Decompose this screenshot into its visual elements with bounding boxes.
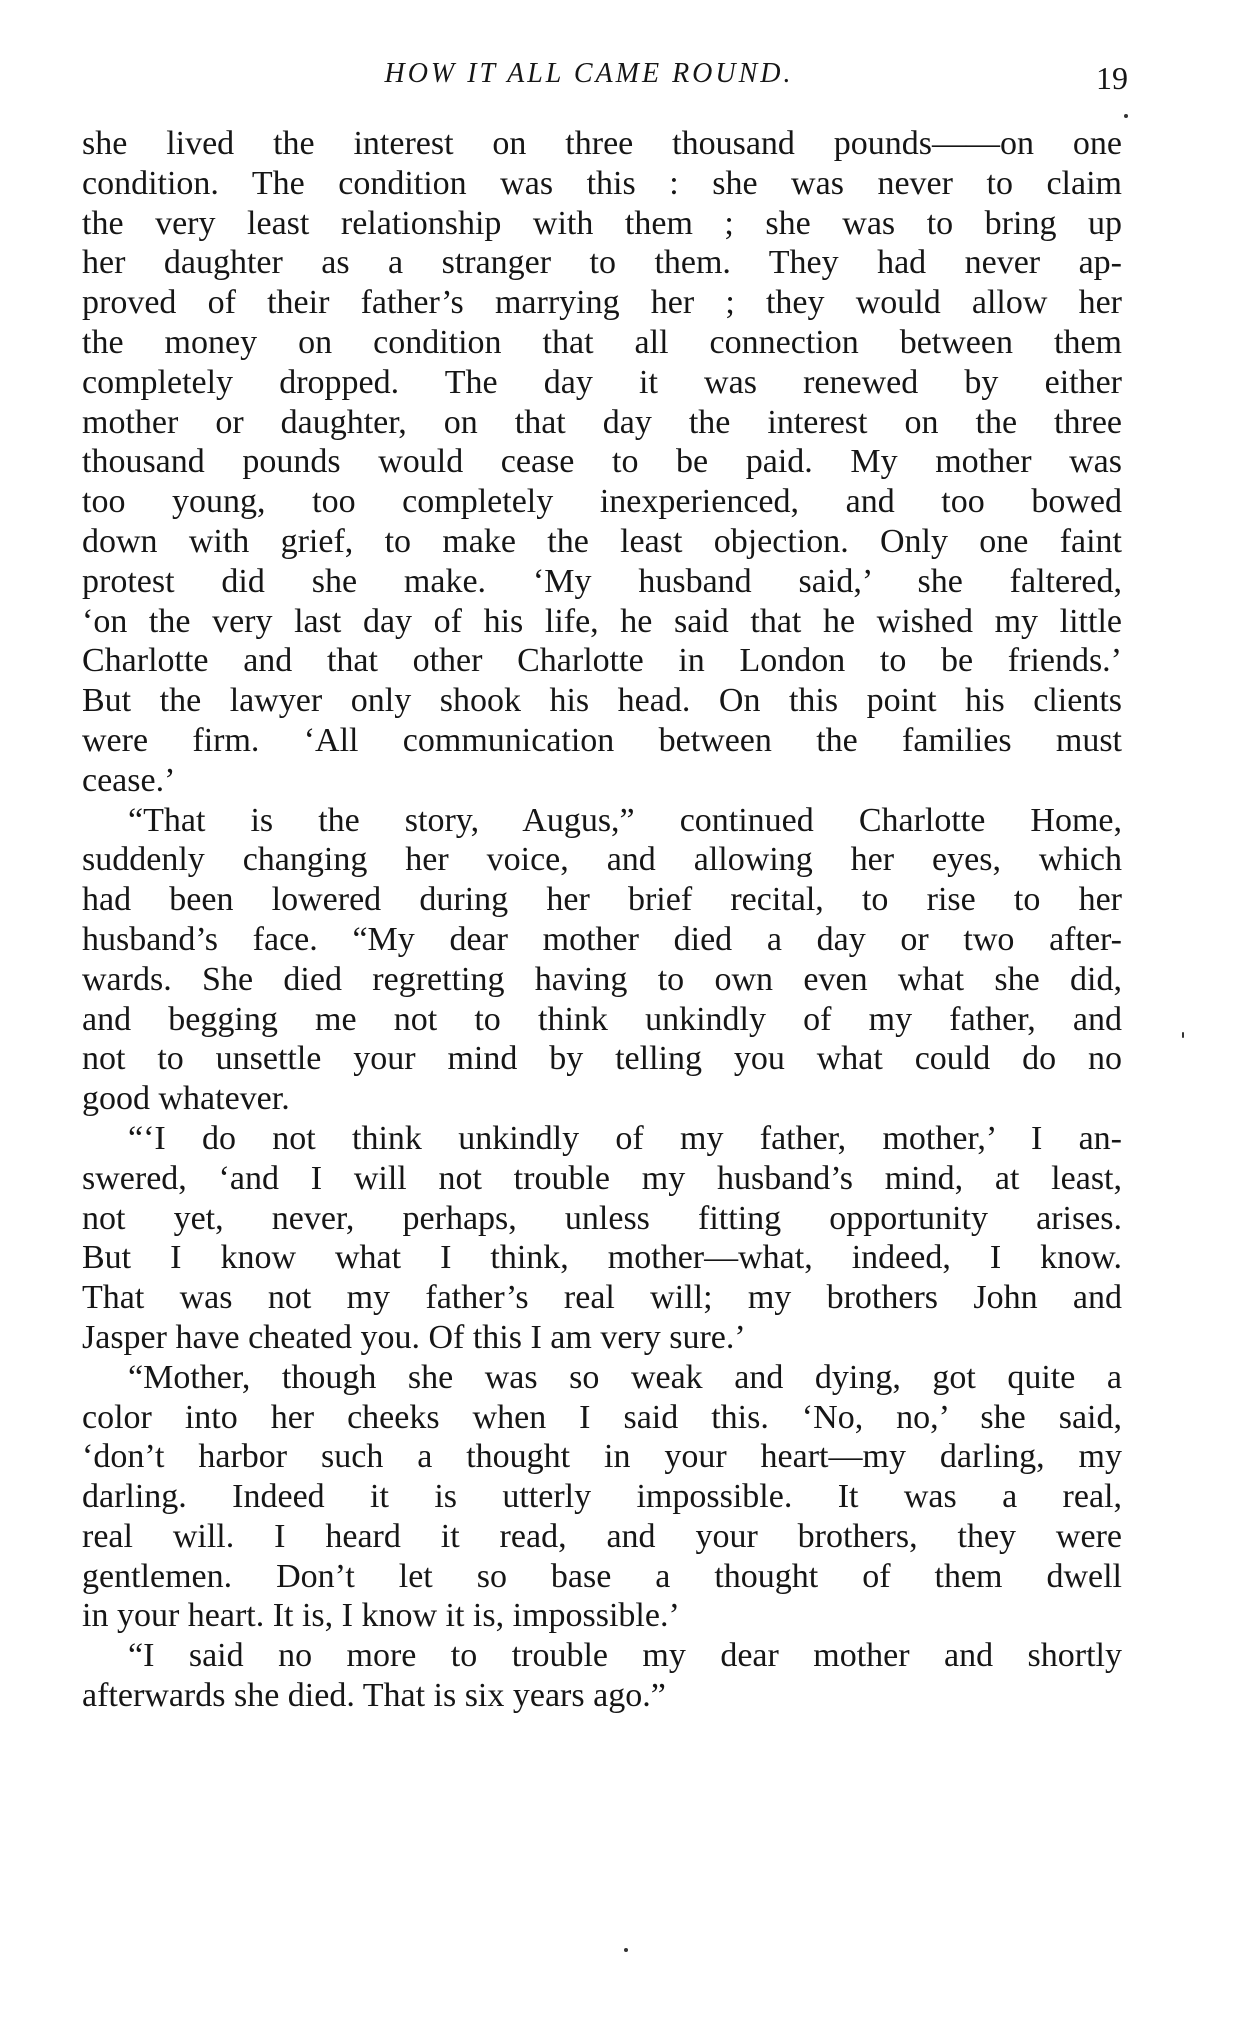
text-line: down with grief, to make the least objection. Only one faint (82, 522, 1122, 560)
running-title: HOW IT ALL CAME ROUND. (384, 58, 794, 89)
print-speck (624, 1948, 628, 1952)
print-speck (1182, 1032, 1184, 1038)
text-line: not to unsettle your mind by telling you what could do no (82, 1040, 1122, 1078)
page-number: 19 (1096, 60, 1128, 96)
text-line: That was not my father’s real will; my brothers John and (82, 1279, 1122, 1317)
text-line: the very least relationship with them ; she was to bring up (82, 204, 1122, 242)
text-line: Jasper have cheated you. Of this I am very sure.’ (82, 1318, 746, 1356)
text-line: good whatever. (82, 1080, 290, 1118)
text-line: color into her cheeks when I said this. ‘No, no,’ she said, (82, 1398, 1122, 1436)
text-line: had been lowered during her brief recital, to rise to her (82, 881, 1122, 919)
text-line: mother or daughter, on that day the interest on the three (82, 403, 1122, 441)
text-line: not yet, never, perhaps, unless fitting opportunity arises. (82, 1199, 1122, 1237)
text-line: gentlemen. Don’t let so base a thought of them dwell (82, 1557, 1122, 1595)
text-line: wards. She died regretting having to own even what she did, (82, 960, 1122, 998)
text-line: “Mother, though she was so weak and dying, got quite a (128, 1358, 1122, 1396)
print-speck (1124, 114, 1128, 118)
text-line: protest did she make. ‘My husband said,’ she faltered, (82, 562, 1122, 600)
text-line: cease.’ (82, 761, 176, 799)
text-line: afterwards she died. That is six years ago.” (82, 1677, 666, 1715)
text-line: proved of their father’s marrying her ; they would allow her (82, 284, 1122, 322)
text-line: Charlotte and that other Charlotte in London to be friends.’ (82, 642, 1122, 680)
text-line: darling. Indeed it is utterly impossible. It was a real, (82, 1478, 1122, 1516)
text-line: thousand pounds would cease to be paid. My mother was (82, 443, 1122, 481)
text-line: “‘I do not think unkindly of my father, mother,’ I an- (128, 1119, 1122, 1157)
text-line: completely dropped. The day it was renewed by either (82, 363, 1122, 401)
text-line: condition. The condition was this : she was never to claim (82, 164, 1122, 202)
text-line: “That is the story, Augus,” continued Charlotte Home, (128, 801, 1122, 839)
body-text (82, 124, 1122, 1716)
text-line: ‘don’t harbor such a thought in your heart—my darling, my (82, 1438, 1122, 1476)
text-line: her daughter as a stranger to them. They had never ap- (82, 244, 1122, 282)
text-line: and begging me not to think unkindly of my father, and (82, 1000, 1122, 1038)
text-line: “I said no more to trouble my dear mother and shortly (128, 1637, 1122, 1675)
text-line: were firm. ‘All communication between the families must (82, 721, 1122, 759)
text-line: too young, too completely inexperienced, and too bowed (82, 483, 1122, 521)
text-line: ‘on the very last day of his life, he said that he wished my little (82, 602, 1122, 640)
text-line: in your heart. It is, I know it is, impossible.’ (82, 1597, 680, 1635)
text-line: the money on condition that all connection between them (82, 323, 1122, 361)
text-line: But I know what I think, mother—what, indeed, I know. (82, 1239, 1122, 1277)
text-line: suddenly changing her voice, and allowing her eyes, which (82, 841, 1122, 879)
text-line: swered, ‘and I will not trouble my husband’s mind, at least, (82, 1159, 1122, 1197)
text-line: she lived the interest on three thousand pounds——on one (82, 125, 1122, 162)
text-line: husband’s face. “My dear mother died a day or two after- (82, 920, 1122, 958)
text-line: But the lawyer only shook his head. On this point his clients (82, 682, 1122, 720)
text-line: real will. I heard it read, and your brothers, they were (82, 1517, 1122, 1555)
